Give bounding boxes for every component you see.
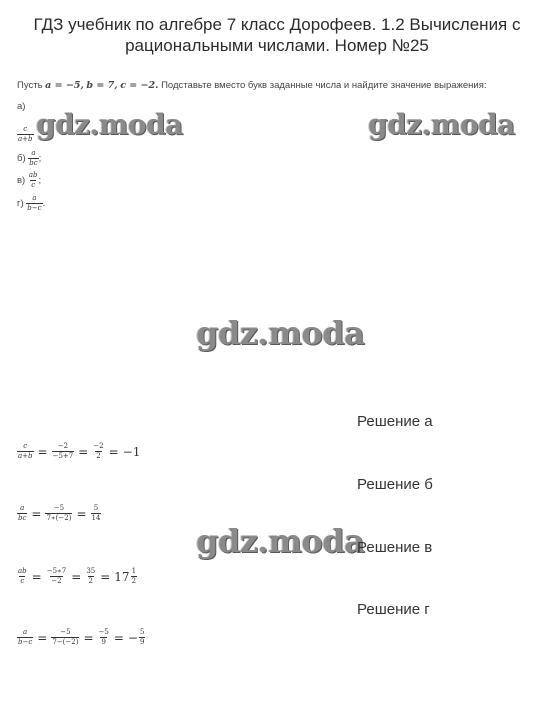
fraction: $\frac{-5}{7∗(-2)}$: [46, 504, 72, 522]
assign-c: c = −2.: [120, 80, 159, 91]
result-value: −1: [122, 444, 141, 459]
solution-v-heading: Решение в: [357, 539, 433, 556]
fraction: $\frac{ab}{c}$: [28, 171, 38, 189]
fraction: $\frac{a}{bc}$: [29, 149, 38, 167]
problem-intro: Пусть: [17, 80, 43, 91]
page-title: ГДЗ учебник по алгебре 7 класс Дорофеев. 1.2 Вычисления с рациональными числами. Номер №25: [33, 15, 521, 55]
assign-b: b = 7,: [86, 80, 118, 91]
fraction: $\frac{5}{9}$: [139, 628, 145, 646]
assign-a: a = −5,: [45, 80, 84, 91]
problem-statement: [17, 80, 547, 91]
item-a-expression: [17, 126, 34, 143]
item-a-label: а): [17, 101, 26, 112]
item-b: б) $\frac{a}{bc}$ ;: [17, 149, 42, 167]
item-g: г) $\frac{a}{b-c}$ .: [17, 194, 46, 212]
watermark-logo: gdz.moda: [196, 314, 365, 352]
solution-a-expression: $\frac{c}{a+b}$ = $\frac{-2}{-5+7}$ = $\frac{-2}{2}$ = −1: [18, 442, 141, 460]
fraction: $\frac{c}{a+b}$: [18, 442, 33, 460]
solution-g-expression: $\frac{a}{b-c}$ = $\frac{-5}{7-(-2)}$ = $\frac{-5}{9}$ = − $\frac{5}{9}$: [18, 628, 145, 646]
fraction: $\frac{-5}{9}$: [98, 628, 109, 646]
fraction: $\frac{1}{2}$: [131, 567, 137, 585]
fraction: $\frac{a}{b-c}$: [18, 628, 33, 646]
solution-b-heading: Решение б: [357, 476, 433, 493]
watermark-logo: gdz.moda: [36, 108, 183, 141]
fraction: $\frac{5}{14}$: [91, 504, 101, 522]
fraction: $\frac{35}{2}$: [86, 567, 96, 585]
fraction: $\frac{-2}{-5+7}$: [52, 442, 74, 460]
mixed-whole: 17: [114, 569, 130, 584]
fraction: $\frac{a}{bc}$: [18, 504, 27, 522]
fraction: $\frac{ab}{c}$: [18, 567, 27, 585]
fraction: $\frac{a}{b-c}$: [27, 194, 42, 212]
solution-v-expression: $\frac{ab}{c}$ = $\frac{-5∗7}{-2}$ = $\frac{35}{2}$ = 17 $\frac{1}{2}$: [18, 567, 137, 585]
fraction: $\frac{c}{a+b}$: [18, 125, 33, 143]
watermark-logo: gdz.moda: [196, 522, 365, 560]
solution-b-expression: $\frac{a}{bc}$ = $\frac{-5}{7∗(-2)}$ = $\frac{5}{14}$: [18, 504, 101, 522]
problem-instruction: Подставьте вместо букв заданные числа и найдите значение выражения:: [161, 80, 487, 91]
fraction: $\frac{-5∗7}{-2}$: [46, 567, 67, 585]
solution-g-heading: Решение г: [357, 601, 430, 618]
watermark-logo: gdz.moda: [368, 108, 515, 141]
fraction: $\frac{-2}{2}$: [93, 442, 104, 460]
solution-a-heading: Решение а: [357, 413, 433, 430]
item-v: в) $\frac{ab}{c}$ ;: [17, 171, 42, 189]
fraction: $\frac{-5}{7-(-2)}$: [52, 628, 79, 646]
result-sign: −: [127, 630, 138, 645]
